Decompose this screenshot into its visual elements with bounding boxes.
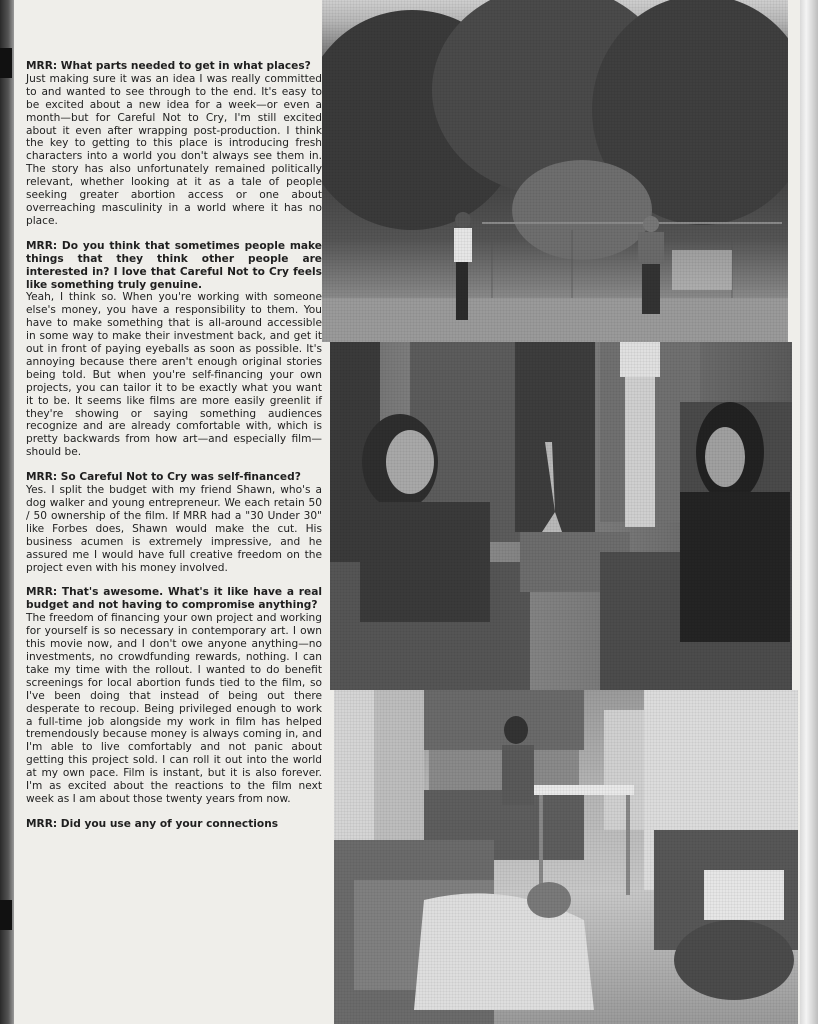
answer-text: Yes. I split the budget with my friend Shawn, who's a dog walker and young entrepreneur. We each retain 50 / 50 ownership of the film. If MRR had a "30 Under 30" like Forbes does, Shawn would make the cut. His business acumen is extremely impressive, and he assured me I would have full creative freedom on the project even with his money involved. — [26, 484, 322, 574]
answer-text: Yeah, I think so. When you're working with someone else's money, you have a responsibility to them. You have to make something that is all-around accessible in some way to make their investment back, and get it out in front of paying eyeballs as soon as possible. It's annoying because there aren't enough original stories being told. But when you're self-financing your own projects, you can tailor it to be exactly what you want it to be. It seems like films are more easily greenlit if they're showing or saying something audiences recognize and are already comfortable with, which is pretty backwards from how art—and especially film—should be. — [26, 291, 322, 459]
film-still-living-room — [330, 342, 792, 690]
question-text: MRR: Did you use any of your connections — [26, 817, 279, 830]
question-text: MRR: Do you think that sometimes people make things that they think other people are interested in? I love that Careful Not to Cry feels like something truly genuine. — [26, 239, 322, 291]
question-text: MRR: What parts needed to get in what places? — [26, 60, 311, 72]
film-still-park — [322, 0, 788, 342]
photo-grain — [330, 342, 792, 690]
binding-mark — [0, 48, 12, 78]
interview-block — [26, 240, 322, 459]
page-edge-right — [800, 0, 818, 1024]
question-text: MRR: So Careful Not to Cry was self-financed? — [26, 471, 301, 484]
binding-mark — [0, 900, 12, 930]
interview-column — [26, 60, 322, 843]
photo-grain — [322, 0, 788, 342]
answer-text: Just making sure it was an idea I was really committed to and wanted to see through to the end. It's easy to be excited about a new idea for a week—or even a month—but for Careful Not to Cry, I'm still excited about it even after wrapping post-production. I think the key to getting to this place is introducing fresh characters into a world you don't always see them in. The story has also unfortunately remained politically relevant, whether looking at it as a tale of people seeking greater abortion access or one about overreaching masculinity in a world where it has no place. — [26, 72, 322, 227]
interview-block — [26, 818, 322, 831]
interview-block — [26, 60, 322, 228]
interview-block — [26, 471, 322, 574]
answer-text: The freedom of financing your own project and working for yourself is so necessary in contemporary art. I own this movie now, and I don't owe anyone anything—no investments, no crowdfunding rewards, nothing. I can take my time with the rollout. I wanted to do benefit screenings for local abortion funds tied to the film, so I've been doing that instead of being out there desperate to recoup. Being privileged enough to work a full-time job alongside my work in film has helped tremendously because money is always coming in, and I'm able to live comfortably and not panic about getting this project sold. I can roll it out into the world at my own pace. Film is instant, but it is also forever. I'm as excited about the reactions to the film next week as I am about those twenty years from now. — [26, 612, 322, 805]
binding-left — [0, 0, 14, 1024]
photo-grain — [334, 690, 798, 1024]
film-still-kitchen — [334, 690, 798, 1024]
question-text: MRR: That's awesome. What's it like have a real budget and not having to compromise anything? — [26, 586, 322, 612]
interview-block — [26, 586, 322, 805]
